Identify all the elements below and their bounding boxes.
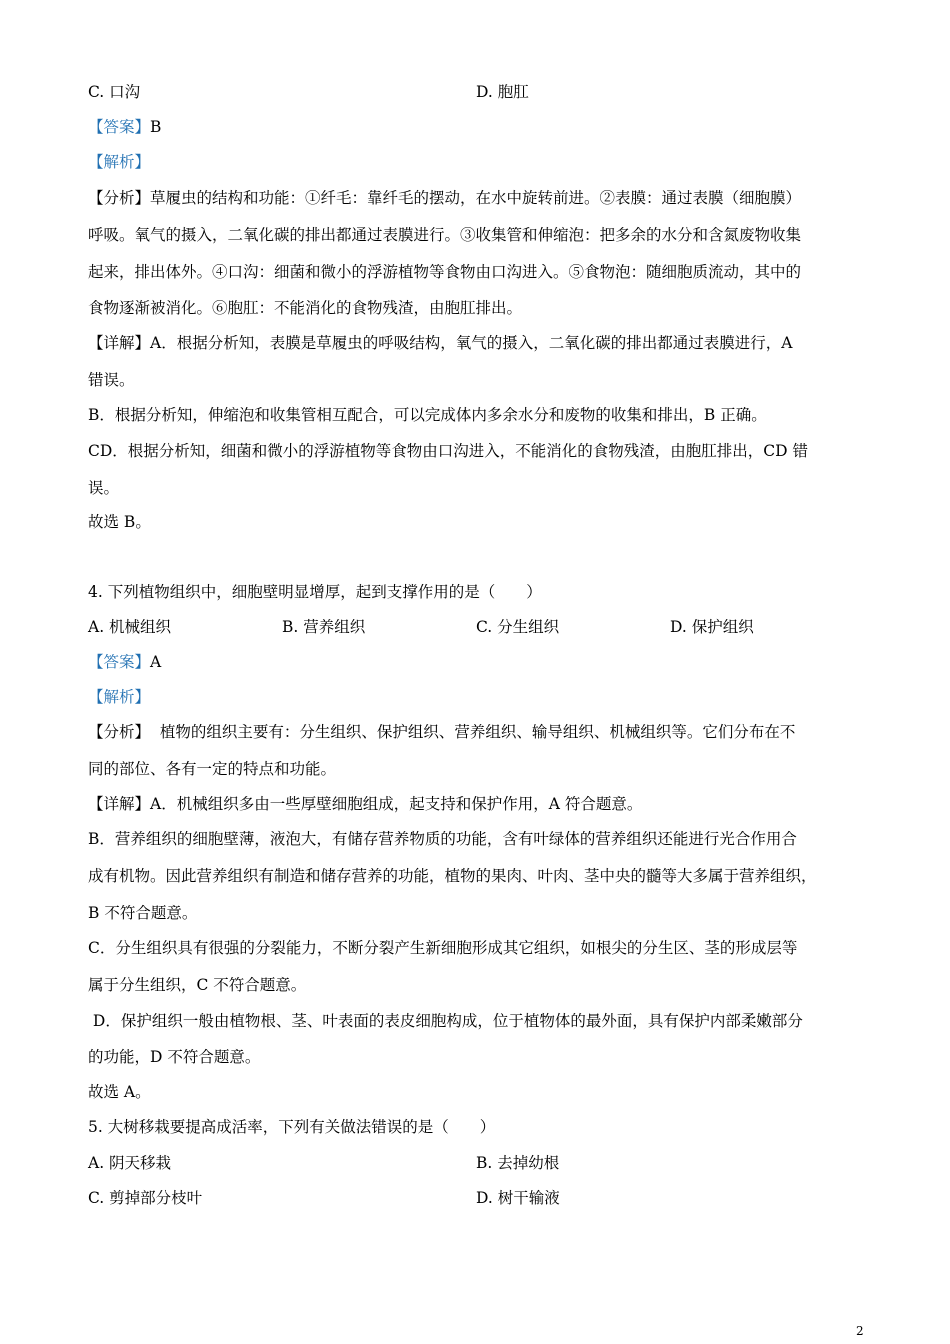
detail-text: A．根据分析知，表膜是草履虫的呼吸结构，氧气的摄入，二氧化碳的排出都通过表膜进行，A <box>150 334 793 352</box>
q4-detail-text: 属于分生组织，C 不符合题意。 <box>88 976 307 994</box>
q3-detail-text: 误。 <box>88 479 120 497</box>
q4-option-a: A. 机械组织 <box>88 618 172 636</box>
q5-option-a: A. 阴天移栽 <box>88 1154 172 1172</box>
q3-fenxi-text: 呼吸。氧气的摄入，二氧化碳的排出都通过表膜进行。③收集管和伸缩泡：把多余的水分和含氮废物收集 <box>88 226 802 244</box>
q5-option-d: D. 树干输液 <box>476 1189 560 1207</box>
q4-detail-text: B．营养组织的细胞壁薄，液泡大，有储存营养物质的功能，含有叶绿体的营养组织还能进行光合作用合 <box>88 830 797 848</box>
q4-detail-text: D．保护组织一般由植物根、茎、叶表面的表皮细胞构成，位于植物体的最外面，具有保护内部柔嫩部分 <box>88 1012 803 1030</box>
q5-option-b: B. 去掉幼根 <box>476 1154 560 1172</box>
answer-value: A <box>150 653 162 671</box>
detail-tag: 【详解】 <box>88 795 151 813</box>
fenxi-tag: 【分析】 <box>88 723 151 741</box>
q3-fenxi-text: 起来，排出体外。④口沟：细菌和微小的浮游植物等食物由口沟进入。⑤食物泡：随细胞质流动，其中的 <box>88 263 802 281</box>
q4-detail-text: C．分生组织具有很强的分裂能力，不断分裂产生新细胞形成其它组织，如根尖的分生区、茎的形成层等 <box>88 939 798 957</box>
q3-analysis-tag: 【解析】 <box>88 153 151 171</box>
q4-fenxi-text: 同的部位、各有一定的特点和功能。 <box>88 760 337 778</box>
q4-option-b: B. 营养组织 <box>282 618 366 636</box>
q4-answer-line <box>88 652 161 672</box>
q4-detail-text: 故选 A。 <box>88 1083 151 1101</box>
fenxi-text: 植物的组织主要有：分生组织、保护组织、营养组织、输导组织、机械组织等。它们分布在不 <box>150 723 796 741</box>
answer-value: B <box>150 118 162 136</box>
q4-detail-line <box>88 794 642 814</box>
q4-analysis-tag: 【解析】 <box>88 688 151 706</box>
q3-detail-text: 错误。 <box>88 371 135 389</box>
q3-fenxi-line <box>88 188 801 208</box>
q5-stem: 5. 大树移栽要提高成活率，下列有关做法错误的是（ ） <box>88 1118 496 1136</box>
q4-stem: 4. 下列植物组织中，细胞壁明显增厚，起到支撑作用的是（ ） <box>88 583 542 601</box>
q3-detail-text: 故选 B。 <box>88 513 151 531</box>
q4-detail-text: 成有机物。因此营养组织有制造和储存营养的功能，植物的果肉、叶肉、茎中央的髓等大多属于营养组织， <box>88 867 817 885</box>
q3-option-d: D. 胞肛 <box>476 83 529 101</box>
q4-fenxi-line <box>88 722 795 742</box>
q3-detail-text: B．根据分析知，伸缩泡和收集管相互配合，可以完成体内多余水分和废物的收集和排出，B 正确。 <box>88 406 767 424</box>
fenxi-tag: 【分析】 <box>88 189 151 207</box>
detail-tag: 【详解】 <box>88 334 151 352</box>
q4-option-d: D. 保护组织 <box>670 618 754 636</box>
fenxi-text: 草履虫的结构和功能：①纤毛：靠纤毛的摆动，在水中旋转前进。②表膜：通过表膜（细胞膜） <box>150 189 802 207</box>
q4-option-c: C. 分生组织 <box>476 618 560 636</box>
page-number: 2 <box>856 1324 864 1338</box>
q4-detail-text: 的功能，D 不符合题意。 <box>88 1048 261 1066</box>
q3-detail-line <box>88 333 792 353</box>
q3-answer-line <box>88 117 161 137</box>
q5-option-c: C. 剪掉部分枝叶 <box>88 1189 203 1207</box>
q3-detail-text: CD．根据分析知，细菌和微小的浮游植物等食物由口沟进入，不能消化的食物残渣，由胞肛排出，CD 错 <box>88 442 809 460</box>
answer-tag: 【答案】 <box>88 118 151 136</box>
answer-tag: 【答案】 <box>88 653 151 671</box>
q3-option-c: C. 口沟 <box>88 83 141 101</box>
q4-detail-text: B 不符合题意。 <box>88 904 198 922</box>
q3-fenxi-text: 食物逐渐被消化。⑥胞肛：不能消化的食物残渣，由胞肛排出。 <box>88 299 523 317</box>
detail-text: A．机械组织多由一些厚壁细胞组成，起支持和保护作用，A 符合题意。 <box>150 795 643 813</box>
